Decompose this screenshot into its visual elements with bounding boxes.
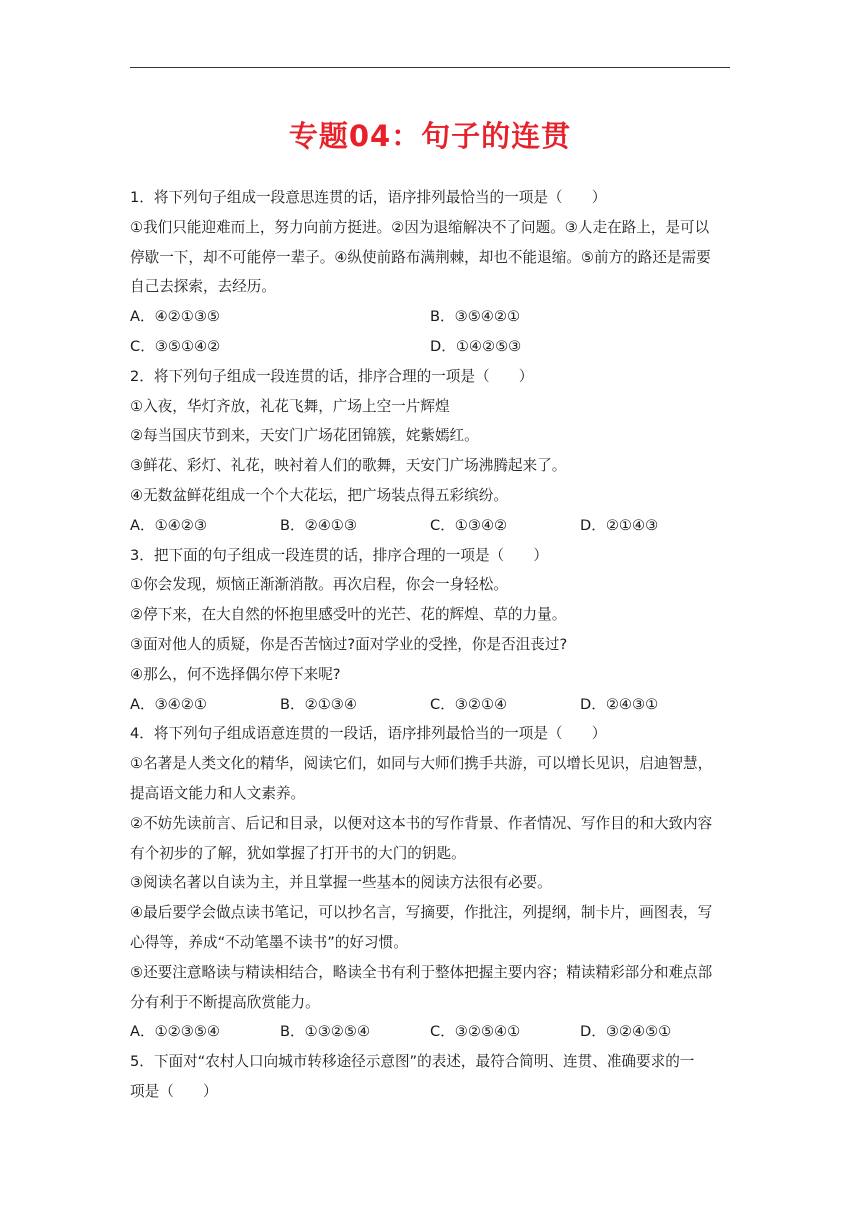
question-stem: 项是（ ）	[130, 1082, 218, 1100]
option-c: C．③②①④	[430, 695, 508, 713]
question-stem: 1．将下列句子组成一段意思连贯的话，语序排列最恰当的一项是（ ）	[130, 189, 607, 206]
question-text-line: ③面对他人的质疑，你是否苦恼过?面对学业的受挫，你是否沮丧过?	[130, 635, 568, 653]
question-text-line: ①我们只能迎难而上，努力向前方挺进。②因为退缩解决不了问题。③人走在路上，是可以	[130, 218, 710, 236]
document-body	[130, 183, 730, 1107]
question-2	[130, 362, 730, 541]
answer-options	[130, 332, 730, 362]
question-stem: 2．将下列句子组成一段连贯的话，排序合理的一项是（ ）	[130, 367, 534, 385]
question-text-line: ④那么，何不选择偶尔停下来呢?	[130, 665, 341, 683]
question-1	[130, 183, 730, 362]
question-text-line: 自己去探索，去经历。	[130, 278, 276, 296]
question-text-line: ⑤还要注意略读与精读相结合，略读全书有利于整体把握主要内容；精读精彩部分和难点部	[130, 963, 713, 981]
page-title: 专题04：句子的连贯	[288, 119, 572, 153]
question-3	[130, 541, 730, 720]
question-text-line: ①名著是人类文化的精华，阅读它们，如同与大师们携手共游，可以增长见识，启迪智慧，	[130, 755, 713, 773]
question-4	[130, 719, 730, 1047]
answer-options	[130, 302, 730, 332]
question-text-line: ④最后要学会做点读书笔记，可以抄名言，写摘要，作批注，列提纲，制卡片，画图表，写	[130, 904, 713, 922]
option-b: B．③⑤④②①	[430, 308, 521, 326]
question-text-line: 提高语文能力和人文素养。	[130, 784, 306, 802]
question-text-line: ③阅读名著以自读为主，并且掌握一些基本的阅读方法很有必要。	[130, 874, 552, 892]
option-d: D．①④②⑤③	[430, 337, 522, 355]
answer-options	[130, 1017, 730, 1047]
question-text-line: ②每当国庆节到来，天安门广场花团锦簇，姹紫嫣红。	[130, 427, 479, 445]
question-text-line: 心得等，养成“不动笔墨不读书”的好习惯。	[130, 933, 408, 951]
question-5	[130, 1047, 730, 1107]
option-d: D．②④③①	[580, 695, 659, 713]
header-rule	[130, 67, 730, 68]
question-stem: 5．下面对“农村人口向城市转移途径示意图”的表述，最符合简明、连贯、准确要求的一	[130, 1053, 695, 1071]
option-d: D．③②④⑤①	[580, 1023, 672, 1041]
option-a: A．①②③⑤④	[130, 1023, 220, 1041]
option-c: C．③②⑤④①	[430, 1023, 521, 1041]
question-stem: 4．将下列句子组成语意连贯的一段话，语序排列最恰当的一项是（ ）	[130, 725, 607, 743]
answer-options	[130, 690, 730, 720]
option-d: D．②①④③	[580, 516, 659, 534]
question-text-line: 分有利于不断提高欣赏能力。	[130, 993, 320, 1011]
question-text-line: ②不妨先读前言、后记和目录，以便对这本书的写作背景、作者情况、写作目的和大致内容	[130, 814, 713, 832]
answer-options	[130, 511, 730, 541]
question-text-line: 停歇一下，却不可能停一辈子。④纵使前路布满荆棘，却也不能退缩。⑤前方的路还是需要	[130, 248, 711, 266]
option-a: A．③④②①	[130, 695, 207, 713]
option-a: A．④②①③⑤	[130, 308, 220, 326]
option-c: C．①③④②	[430, 516, 508, 534]
question-text-line: ④无数盆鲜花组成一个个大花坛，把广场装点得五彩缤纷。	[130, 486, 508, 504]
option-b: B．②①③④	[280, 695, 357, 713]
question-stem: 3．把下面的句子组成一段连贯的话，排序合理的一项是（ ）	[130, 546, 548, 564]
option-a: A．①④②③	[130, 516, 207, 534]
question-text-line: ①你会发现，烦恼正渐渐消散。再次启程，你会一身轻松。	[130, 576, 508, 594]
option-b: B．②④①③	[280, 516, 357, 534]
question-text-line: 有个初步的了解，犹如掌握了打开书的大门的钥匙。	[130, 844, 466, 862]
question-text-line: ②停下来，在大自然的怀抱里感受叶的光芒、花的辉煌、草的力量。	[130, 606, 567, 624]
option-c: C．③⑤①④②	[130, 337, 221, 355]
option-b: B．①③②⑤④	[280, 1023, 371, 1041]
question-text-line: ③鲜花、彩灯、礼花，映衬着人们的歌舞，天安门广场沸腾起来了。	[130, 457, 567, 475]
question-text-line: ①入夜，华灯齐放，礼花飞舞，广场上空一片辉煌	[130, 397, 450, 415]
